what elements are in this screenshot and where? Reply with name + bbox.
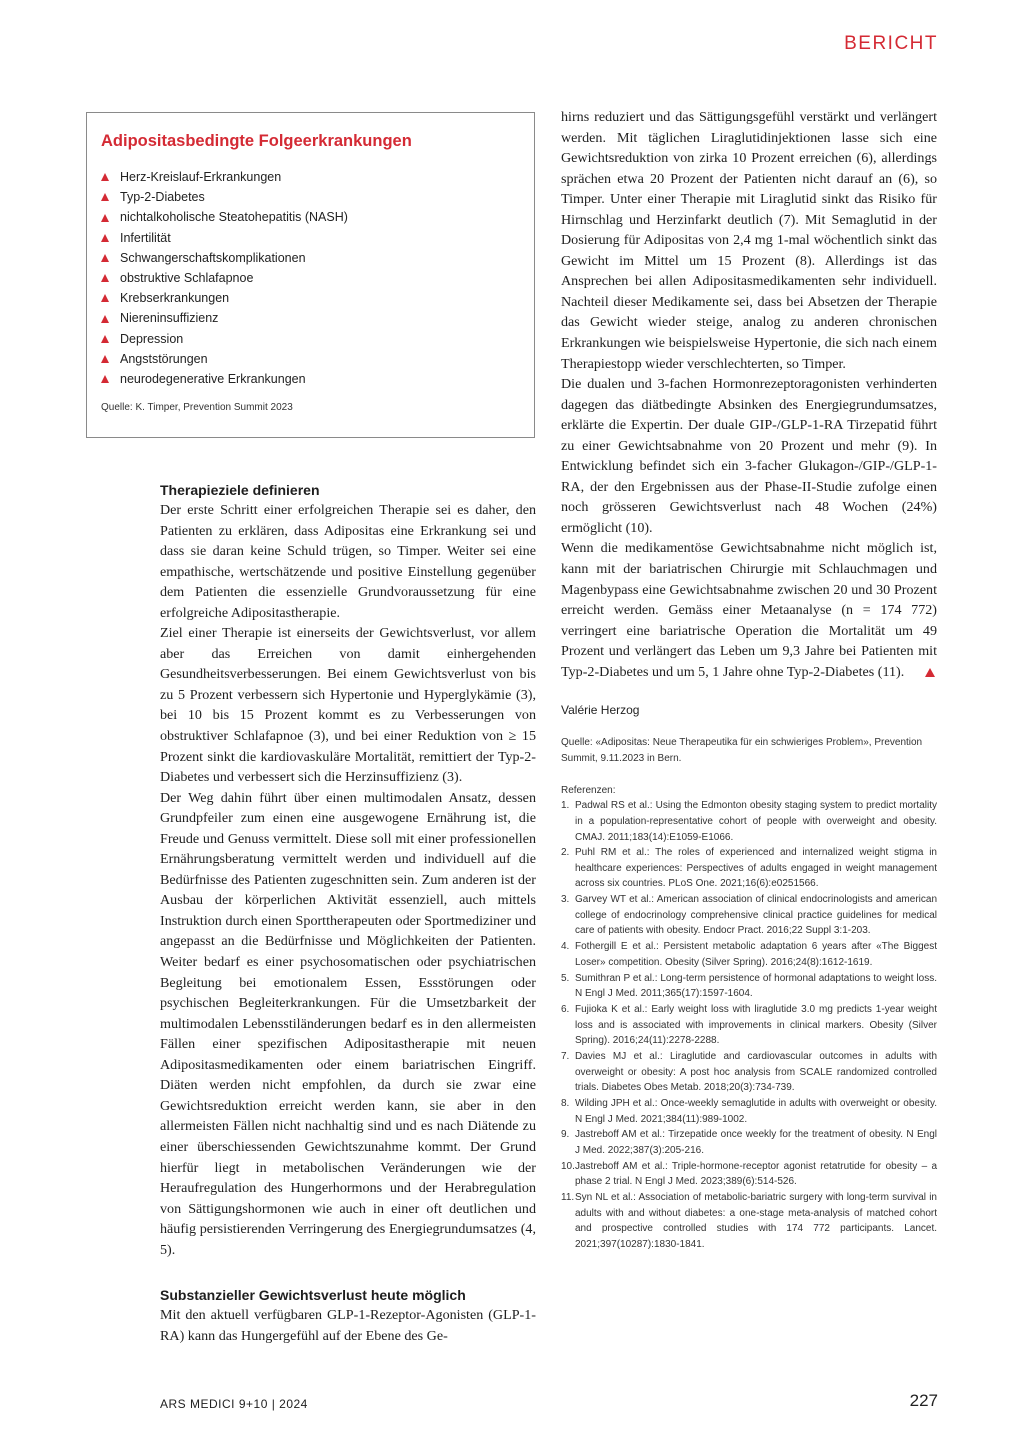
section-heading: Substanzieller Gewichtsverlust heute möglich: [160, 1287, 466, 1304]
reference-item: [561, 939, 937, 970]
reference-item: [561, 1127, 937, 1158]
reference-text: Syn NL et al.: Association of metabolic-bariatric surgery with long-term survival in adults with and without diabetes: a one-stage meta-analysis of matched cohort and prospective controlled studies with 174 772 participants. Lancet. 2021;397(10287):1830-1841.: [575, 1192, 937, 1250]
left-column: [160, 480, 536, 1346]
reference-number: 2.: [561, 847, 570, 859]
reference-item: [561, 892, 937, 939]
list-item: Angststörungen: [101, 349, 520, 369]
page-number: 227: [909, 1391, 938, 1410]
section-label: BERICHT: [844, 33, 938, 54]
list-item: Infertilität: [101, 228, 520, 248]
list-item: Depression: [101, 329, 520, 349]
reference-item: [561, 1159, 937, 1190]
bullet-triangle-icon: [101, 193, 109, 201]
bullet-triangle-icon: [101, 294, 109, 302]
bullet-triangle-icon: [101, 335, 109, 343]
list-item: Niereninsuffizienz: [101, 308, 520, 328]
bullet-triangle-icon: [101, 274, 109, 282]
paragraph: [561, 538, 937, 682]
bullet-triangle-icon: [101, 375, 109, 383]
reference-item: [561, 845, 937, 892]
reference-number: 1.: [561, 800, 570, 812]
reference-item: [561, 798, 937, 845]
bullet-triangle-icon: [101, 214, 109, 222]
paragraph: Ziel einer Therapie ist einerseits der Gewichtsverlust, vor allem aber das Erreichen von damit einhergehenden Gesundheitsverbesserungen. Bei einem Gewichtsverlust von bis zu 5 Prozent verbessern sich Hypertonie und Hyperglykämie (3), bei 10 bis 15 Prozent kommt es zu Verbesserungen von obstruktiver Schlafapnoe (3), und bei einer Reduktion von ≥ 15 Prozent sinkt die kardiovaskuläre Mortalität, remittiert der Typ-2-Diabetes und verbessert sich die Herzinsuffizienz (3).: [160, 625, 536, 786]
list-item: Typ-2-Diabetes: [101, 187, 520, 207]
info-box-title: Adipositasbedingte Folgeerkrankungen: [101, 132, 412, 150]
reference-text: Puhl RM et al.: The roles of experienced and internalized weight stigma in healthcare experiences: Perspectives of adults engaged in weight management across six countries. PLoS One. 2021;16(6):e0251566.: [575, 847, 937, 890]
reference-item: [561, 1002, 937, 1049]
journal-footer: ARS MEDICI 9+10 | 2024: [160, 1397, 308, 1411]
reference-number: 3.: [561, 894, 570, 906]
bullet-triangle-icon: [101, 234, 109, 242]
reference-text: Davies MJ et al.: Liraglutide and cardiovascular outcomes in adults with overweight or obesity: A post hoc analysis from SCALE randomized controlled trials. Diabetes Obes Metab. 2018;20(3):734-739.: [575, 1050, 937, 1094]
list-item: obstruktive Schlafapnoe: [101, 268, 520, 288]
reference-number: 4.: [561, 941, 570, 953]
paragraph: Mit den aktuell verfügbaren GLP-1-Rezeptor-Agonisten (GLP-1-RA) kann das Hungergefühl auf der Ebene des Ge-: [160, 1307, 536, 1344]
references-list: [561, 798, 937, 1252]
paragraph: Die dualen und 3-fachen Hormonrezeptoragonisten verhinderten dagegen das diätbedingte Absinken des Energiegrundumsatzes, erklärte die Expertin. Der duale GIP-/GLP-1-RA Tirzepatid führt zu einer Gewichtsabnahme von 20 Prozent und mehr (9). In Entwicklung befindet sich ein 3-facher Glukagon-/GIP-/GLP-1-RA, der den Ergebnissen aus der Phase-II-Studie zufolge einen noch grösseren Gewichtsverlust nach 48 Wochen (24%) ermöglicht (10).: [561, 376, 937, 536]
reference-text: Padwal RS et al.: Using the Edmonton obesity staging system to predict mortality in a population-representative cohort of people with overweight and obesity. CMAJ. 2011;183(14):E1059-E1066.: [575, 800, 937, 843]
reference-number: 5.: [561, 972, 570, 984]
reference-item: [561, 971, 937, 1002]
info-box-list: [101, 167, 520, 389]
bullet-triangle-icon: [101, 355, 109, 363]
section-heading: Therapieziele definieren: [160, 482, 320, 498]
reference-text: Sumithran P et al.: Long-term persistence of hormonal adaptations to weight loss. N Engl J Med. 2011;365(17):1597-1604.: [575, 972, 937, 1000]
list-item: Krebserkrankungen: [101, 288, 520, 308]
bullet-triangle-icon: [101, 173, 109, 181]
list-item: Schwangerschaftskomplikationen: [101, 248, 520, 268]
bullet-triangle-icon: [101, 254, 109, 262]
paragraph-text: Wenn die medikamentöse Gewichtsabnahme nicht möglich ist, kann mit der bariatrischen Chirurgie mit Schlauchmagen und Magenbypass eine Gewichtsabnahme zwischen 20 und 30 Prozent erreicht werden. Gemäss einer Metaanalyse (n = 174 772) verringert eine bariatrische Operation die Mortalität um 49 Prozent und verlängert das Leben um 9,3 Jahre bei Patienten mit Typ-2-Diabetes und um 5, 1 Jahre ohne Typ-2-Diabetes (11).: [561, 540, 937, 680]
paragraph: hirns reduziert und das Sättigungsgefühl verstärkt und verlängert werden. Mit täglichen Liraglutidinjektionen lasse sich eine Gewichtsreduktion von zirka 10 Prozent erreichen (6), allerdings sprächen etwa 20 Prozent der Patienten nicht darauf an (6), so Timper. Unter einer Therapie mit Liraglutid sinkt das Risiko für Hirnschlag und Herzinfarkt deutlich (7). Mit Semaglutid in der Dosierung für Adipositas von 2,4 mg 1-mal wöchentlich sinkt das Gewicht im Mittel um 15 Prozent (8). Allerdings ist das Ansprechen bei allen Adipositasmedikamenten sehr individuell. Nachteil dieser Medikamente sei, dass bei Absetzen der Therapie das Gewicht wieder steige, analog zu anderen chronischen Erkrankungen wie beispielsweise Hypertonie, die sich nach einem Therapiestopp wieder verschlechterten, so Timper.: [561, 109, 937, 372]
reference-number: 6.: [561, 1003, 570, 1015]
reference-number: 8.: [561, 1097, 570, 1109]
list-item: Herz-Kreislauf-Erkrankungen: [101, 167, 520, 187]
reference-text: Fujioka K et al.: Early weight loss with liraglutide 3.0 mg predicts 1-year weight loss and is associated with improvements in clinical markers. Obesity (Silver Spring). 2016;24(11):2278-2288.: [575, 1003, 937, 1047]
right-column: [561, 107, 937, 1253]
reference-text: Fothergill E et al.: Persistent metabolic adaptation 6 years after «The Biggest Loser» competition. Obesity (Silver Spring). 2016;24(8):1612-1619.: [575, 941, 937, 968]
reference-number: 9.: [561, 1129, 570, 1141]
reference-number: 7.: [561, 1050, 570, 1062]
reference-item: [561, 1190, 937, 1252]
reference-text: Wilding JPH et al.: Once-weekly semaglutide in adults with overweight or obesity. N Engl J Med. 2021;384(11):989-1002.: [575, 1097, 937, 1125]
reference-text: Jastreboff AM et al.: Tirzepatide once weekly for the treatment of obesity. N Engl J Med. 2022;387(3):205-216.: [575, 1129, 937, 1156]
list-item: neurodegenerative Erkrankungen: [101, 369, 520, 389]
list-item: nichtalkoholische Steatohepatitis (NASH): [101, 207, 520, 227]
reference-item: [561, 1049, 937, 1096]
reference-text: Garvey WT et al.: American association of clinical endocrinologists and american college of endocrinology comprehensive clinical practice guidelines for medical care of patients with obesity. Endocr Pract. 2016;22 Suppl 3:1-203.: [575, 894, 937, 937]
reference-item: [561, 1096, 937, 1127]
info-box-source: Quelle: K. Timper, Prevention Summit 2023: [101, 402, 293, 414]
reference-number: 10.: [561, 1160, 575, 1172]
reference-text: Jastreboff AM et al.: Triple-hormone-receptor agonist retatrutide for obesity – a phase 2 trial. N Engl J Med. 2023;389(6):514-526.: [575, 1160, 937, 1188]
reference-number: 11.: [561, 1192, 575, 1204]
article-source: Quelle: «Adipositas: Neue Therapeutika für ein schwieriges Problem», Prevention Summit, 9.11.2023 in Bern.: [561, 737, 923, 764]
paragraph: Der Weg dahin führt über einen multimodalen Ansatz, dessen Grundpfeiler zum einen eine ausgewogene Ernährung ist, die Freude und Genuss vermittelt. Diese soll mit einer professionellen Ernährungsberatung vermittelt werden und individuell auf die Bedürfnisse des Patienten zugeschnitten sein. Zum anderen ist der Ausbau der körperlichen Aktivität essenziell, auch mittels Instruktion durch einen Sporttherapeuten oder Sportmediziner und angepasst an die Bedürfnisse und Möglichkeiten der Patienten. Weiter bedarf es einer psychosomatischen oder psychiatrischen Begleitung bei emotionalem Essen, Essstörungen oder psychischen Begleiterkrankungen. Für die Umsetzbarkeit der multimodalen Lebensstiländerungen bedarf es in den allermeisten Fällen einer spezifischen Adipositastherapie mit neuen Adipositasmedikamenten oder einem bariatrischen Eingriff. Diäten werden nicht empfohlen, da durch sie zwar eine Gewichtsreduktion erreicht werden kann, sie aber in den allermeisten Fällen nicht nachhaltig sind und es nach Diätende zu einer überschiessenden Gewichtszunahme kommt. Der Grund hierfür liegt in metabolischen Veränderungen wie der Heraufregulation des Hungerhormons und der Herabregulation von Sättigungshormonen wie auch in einer oft deutlichen und häufig persistierenden Verringerung des Energiegrundumsatzes (4, 5).: [160, 789, 536, 1258]
end-mark-triangle-icon: [925, 668, 935, 677]
references-label: Referenzen:: [561, 785, 616, 797]
bullet-triangle-icon: [101, 315, 109, 323]
author-name: Valérie Herzog: [561, 703, 640, 718]
paragraph: Der erste Schritt einer erfolgreichen Therapie sei es daher, den Patienten zu erklären, dass Adipositas eine Erkrankung sei und dass sie daran keine Schuld trügen, so Timper. Weiter sei eine empathische, wertschätzende und positive Einstellung gegenüber dem Patienten die essenzielle Grundvoraussetzung für eine erfolgreiche Adipositastherapie.: [160, 502, 536, 621]
info-box: [86, 112, 535, 438]
